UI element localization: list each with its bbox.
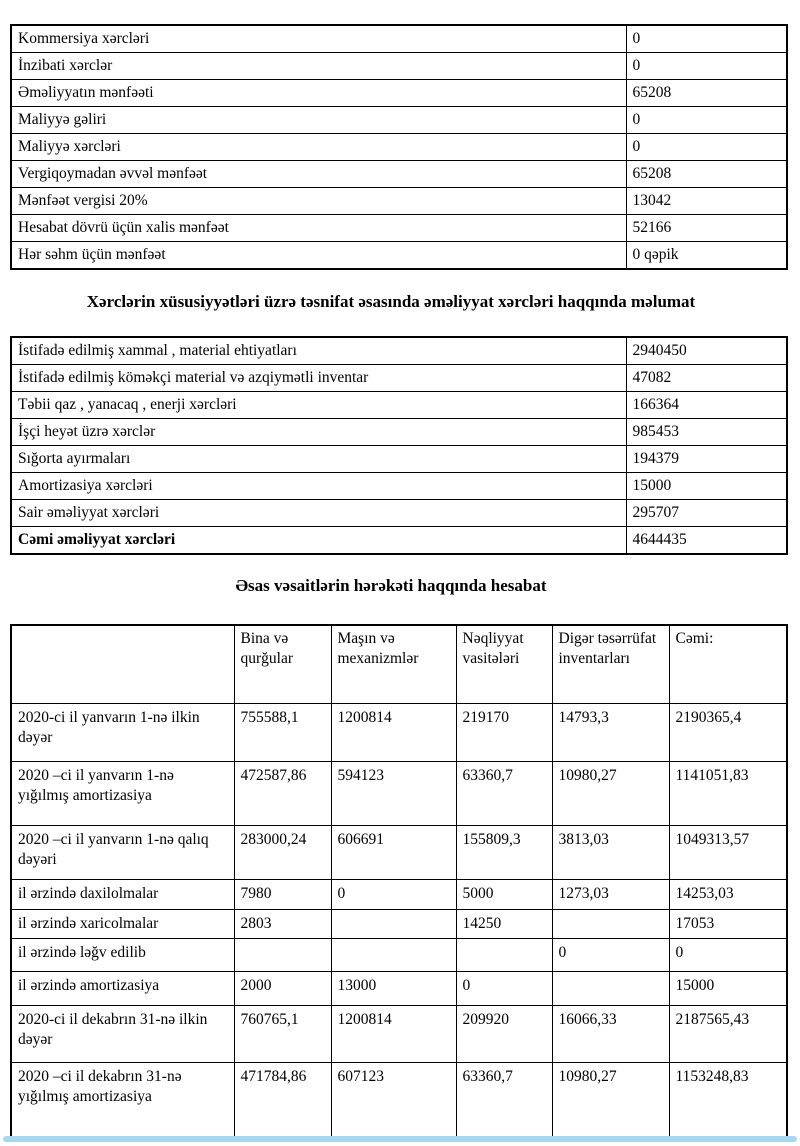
table-row [11,473,787,500]
table-row [11,761,787,825]
row-value: 0 qəpik [626,242,787,270]
column-header: Digər təsərrüfat inventarları [552,625,669,703]
cell-value: 15000 [669,971,787,1005]
row-value: 0 [626,107,787,134]
column-header: Nəqliyyat vasitələri [456,625,552,703]
cell-value: 10980,27 [552,1062,669,1140]
row-label: il ərzində ləğv edilib [11,938,234,971]
income-statement-body [11,25,787,269]
cell-value: 14250 [456,909,552,938]
cell-value [456,938,552,971]
row-value: 295707 [626,500,787,527]
table-row [11,419,787,446]
table-row [11,1062,787,1140]
cell-value: 1153248,83 [669,1062,787,1140]
cell-value: 63360,7 [456,761,552,825]
table-row [11,392,787,419]
cell-value: 2000 [234,971,331,1005]
cell-value: 1200814 [331,1005,456,1062]
row-value: 13042 [626,188,787,215]
table-row [11,242,787,270]
row-value: 65208 [626,161,787,188]
column-header [11,625,234,703]
row-label: Hər səhm üçün mənfəət [11,242,626,270]
cell-value: 2187565,43 [669,1005,787,1062]
cell-value: 219170 [456,703,552,761]
row-label: Sair əməliyyat xərcləri [11,500,626,527]
row-value: 0 [626,25,787,53]
table-row [11,107,787,134]
operating-expenses-body [11,337,787,554]
cell-value: 63360,7 [456,1062,552,1140]
table-row [11,80,787,107]
table-row [11,938,787,971]
row-label: 2020 –ci il dekabrın 31-nə yığılmış amortizasiya [11,1062,234,1140]
row-label: 2020-ci il dekabrın 31-nə ilkin dəyər [11,1005,234,1062]
row-label: Hesabat dövrü üçün xalis mənfəət [11,215,626,242]
table-row [11,134,787,161]
row-label: il ərzində xaricolmalar [11,909,234,938]
row-label: Vergiqoymadan əvvəl mənfəət [11,161,626,188]
row-label: Sığorta ayırmaları [11,446,626,473]
cell-value: 1200814 [331,703,456,761]
table-row [11,53,787,80]
row-value: 194379 [626,446,787,473]
bottom-scrollbar[interactable] [3,1136,797,1142]
cell-value [552,909,669,938]
row-label: 2020 –ci il yanvarın 1-nə qalıq dəyəri [11,825,234,879]
cell-value: 607123 [331,1062,456,1140]
header-row [11,625,787,703]
cell-value: 14793,3 [552,703,669,761]
cell-value: 10980,27 [552,761,669,825]
cell-value: 2803 [234,909,331,938]
row-value: 52166 [626,215,787,242]
row-label: Amortizasiya xərcləri [11,473,626,500]
income-statement-table [10,24,788,270]
cell-value: 13000 [331,971,456,1005]
cell-value [331,938,456,971]
row-label: 2020-ci il yanvarın 1-nə ilkin dəyər [11,703,234,761]
row-label: İstifadə edilmiş köməkçi material və azqiymətli inventar [11,365,626,392]
cell-value: 5000 [456,879,552,909]
cell-value: 0 [456,971,552,1005]
cell-value [234,938,331,971]
row-value: 166364 [626,392,787,419]
row-label: İstifadə edilmiş xammal , material ehtiyatları [11,337,626,365]
cell-value: 17053 [669,909,787,938]
cell-value: 755588,1 [234,703,331,761]
table-row [11,703,787,761]
row-label: il ərzində daxilolmalar [11,879,234,909]
cell-value: 209920 [456,1005,552,1062]
row-label: Kommersiya xərcləri [11,25,626,53]
row-label: il ərzində amortizasiya [11,971,234,1005]
row-value: 2940450 [626,337,787,365]
table-row [11,909,787,938]
row-label: Mənfəət vergisi 20% [11,188,626,215]
cell-value: 7980 [234,879,331,909]
cell-value: 3813,03 [552,825,669,879]
row-label: 2020 –ci il yanvarın 1-nə yığılmış amortizasiya [11,761,234,825]
section-title-assets: Əsas vəsaitlərin hərəkəti haqqında hesabat [235,576,547,595]
table-row [11,971,787,1005]
cell-value: 14253,03 [669,879,787,909]
column-header: Maşın və mexanizmlər [331,625,456,703]
row-value: 0 [626,53,787,80]
table-row [11,161,787,188]
cell-value [331,909,456,938]
cell-value: 1141051,83 [669,761,787,825]
cell-value [552,971,669,1005]
row-label: Maliyyə xərcləri [11,134,626,161]
cell-value: 760765,1 [234,1005,331,1062]
column-header: Cəmi: [669,625,787,703]
cell-value: 1049313,57 [669,825,787,879]
table-row [11,1005,787,1062]
table-row [11,825,787,879]
table-row [11,365,787,392]
cell-value: 0 [552,938,669,971]
table-row [11,500,787,527]
row-value: 0 [626,134,787,161]
cell-value: 0 [331,879,456,909]
cell-value: 606691 [331,825,456,879]
table-row [11,188,787,215]
row-value: 4644435 [626,527,787,555]
fixed-assets-body [11,703,787,1140]
row-label: İnzibati xərclər [11,53,626,80]
fixed-assets-table [10,624,788,1141]
table-row [11,215,787,242]
table-row [11,337,787,365]
row-value: 985453 [626,419,787,446]
row-label: Cəmi əməliyyat xərcləri [11,527,626,555]
row-value: 65208 [626,80,787,107]
table-row [11,446,787,473]
table-row [11,25,787,53]
cell-value: 0 [669,938,787,971]
row-value: 15000 [626,473,787,500]
table-row [11,527,787,555]
column-header: Bina və qurğular [234,625,331,703]
row-label: Təbii qaz , yanacaq , enerji xərcləri [11,392,626,419]
cell-value: 16066,33 [552,1005,669,1062]
row-label: İşçi heyət üzrə xərclər [11,419,626,446]
cell-value: 594123 [331,761,456,825]
cell-value: 472587,86 [234,761,331,825]
table-row [11,879,787,909]
cell-value: 155809,3 [456,825,552,879]
row-label: Maliyyə gəliri [11,107,626,134]
cell-value: 471784,86 [234,1062,331,1140]
section-title-expenses: Xərclərin xüsusiyyətləri üzrə təsnifat əsasında əməliyyat xərcləri haqqında məlumat [86,292,696,311]
operating-expenses-table [10,336,788,555]
cell-value: 283000,24 [234,825,331,879]
cell-value: 1273,03 [552,879,669,909]
row-value: 47082 [626,365,787,392]
cell-value: 2190365,4 [669,703,787,761]
row-label: Əməliyyatın mənfəəti [11,80,626,107]
